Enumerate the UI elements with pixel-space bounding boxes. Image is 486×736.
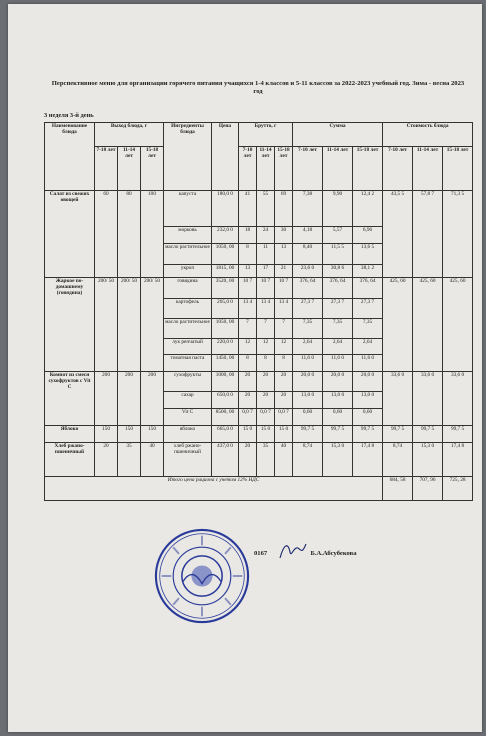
table-cell: 8 bbox=[239, 355, 257, 372]
table-cell: 99,7 5 bbox=[293, 426, 323, 443]
table-cell: 15 0 bbox=[257, 426, 275, 443]
table-cell: 33,6 0 bbox=[383, 372, 413, 426]
table-cell: 232,0 0 bbox=[212, 227, 239, 244]
table-cell: масло растительное bbox=[164, 244, 212, 265]
age-header: 15-18 лет bbox=[353, 147, 383, 191]
table-cell: 10 7 bbox=[275, 278, 293, 299]
table-cell: 99,7 5 bbox=[323, 426, 353, 443]
table-cell: 13 bbox=[275, 244, 293, 265]
table-cell: 180,0 0 bbox=[212, 191, 239, 227]
table-cell: картофель bbox=[164, 299, 212, 319]
table-row bbox=[45, 426, 473, 443]
table-cell: 20 bbox=[257, 392, 275, 409]
table-cell: 17 bbox=[257, 265, 275, 278]
table-cell: 20 bbox=[275, 392, 293, 409]
table-cell: 20,0 0 bbox=[353, 372, 383, 392]
table-cell: сухофрукты bbox=[164, 372, 212, 392]
signer-name: Б.А.Абсубекова bbox=[310, 550, 357, 557]
table-cell: хлеб ржано-пшеничный bbox=[164, 443, 212, 477]
table-cell: 425, 60 bbox=[383, 278, 413, 372]
table-row bbox=[45, 278, 473, 299]
age-header: 11-14 лет bbox=[257, 147, 275, 191]
table-cell: 425, 60 bbox=[413, 278, 443, 372]
table-cell: Жаркое по-домашнему (говядина) bbox=[45, 278, 95, 372]
table-cell: 20 bbox=[257, 372, 275, 392]
table-cell: 376, 64 bbox=[293, 278, 323, 299]
table-cell: сахар bbox=[164, 392, 212, 409]
table-cell: 27,3 7 bbox=[293, 299, 323, 319]
table-cell: 200 bbox=[141, 372, 164, 426]
table-cell: 13 4 bbox=[257, 299, 275, 319]
table-cell: 8 bbox=[239, 244, 257, 265]
table-cell: 20 bbox=[275, 372, 293, 392]
table-cell: 11,6 0 bbox=[353, 355, 383, 372]
table-cell: 0,60 bbox=[353, 409, 383, 426]
table-cell: 220,0 0 bbox=[212, 339, 239, 355]
table-cell: 650,0 0 bbox=[212, 392, 239, 409]
header-dish: Наименование блюда bbox=[45, 123, 95, 191]
table-cell: 13,6 5 bbox=[353, 244, 383, 265]
table-cell: 35 bbox=[118, 443, 141, 477]
table-cell: 200/ 50 bbox=[95, 278, 118, 372]
table-cell: 0,0 7 bbox=[257, 409, 275, 426]
total-row bbox=[45, 477, 473, 501]
table-cell: 15 0 bbox=[275, 426, 293, 443]
table-cell: 12,4 2 bbox=[353, 191, 383, 227]
table-cell: 1050, 00 bbox=[212, 244, 239, 265]
table-cell: 13 4 bbox=[275, 299, 293, 319]
table-cell: 80 bbox=[118, 191, 141, 278]
table-cell: 150 bbox=[118, 426, 141, 443]
table-cell: 15,3 0 bbox=[323, 443, 353, 477]
total-value: 684, 58 bbox=[383, 477, 413, 501]
table-cell: 55 bbox=[257, 191, 275, 227]
menu-title: Перспективное меню для организации горячего питания учащихся 1-4 классов и 5-11 классов за 2022-2023 учебный год. Зима - весна 2023 год bbox=[51, 80, 465, 95]
table-cell: 27,3 7 bbox=[323, 299, 353, 319]
table-cell: 200/ 50 bbox=[118, 278, 141, 372]
table-cell: 23,6 0 bbox=[293, 265, 323, 278]
table-cell: 71,3 5 bbox=[443, 191, 473, 278]
sign-code: 0167 bbox=[254, 550, 268, 557]
header-brutto: Брутто, г bbox=[239, 123, 293, 147]
table-cell: 27,3 7 bbox=[353, 299, 383, 319]
table-cell: 35 bbox=[257, 443, 275, 477]
table-cell: 20 bbox=[239, 372, 257, 392]
table-cell: 376, 64 bbox=[323, 278, 353, 299]
table-cell: 20 bbox=[95, 443, 118, 477]
table-cell: Компот из смеси сухофруктов с Vit C bbox=[45, 372, 95, 426]
table-cell: 43,5 5 bbox=[383, 191, 413, 278]
table-cell: 150 bbox=[141, 426, 164, 443]
table-cell: 69 bbox=[275, 191, 293, 227]
table-cell: Салат из свежих овощей bbox=[45, 191, 95, 278]
table-cell: 205,0 0 bbox=[212, 299, 239, 319]
table-cell: 7,35 bbox=[323, 319, 353, 339]
age-header: 15-18 лет bbox=[443, 147, 473, 191]
table-cell: 0,0 7 bbox=[239, 409, 257, 426]
table-cell: 20 bbox=[239, 443, 257, 477]
table-cell: 8 bbox=[275, 355, 293, 372]
table-cell: 376, 64 bbox=[353, 278, 383, 299]
table-cell: 437,0 0 bbox=[212, 443, 239, 477]
table-cell: 12 bbox=[257, 339, 275, 355]
table-cell: 150 bbox=[95, 426, 118, 443]
age-header: 11-14 лет bbox=[413, 147, 443, 191]
table-cell: 6,96 bbox=[353, 227, 383, 244]
age-header: 11-14 лет bbox=[118, 147, 141, 191]
age-header: 15-18 лет bbox=[141, 147, 164, 191]
header-price: Цена bbox=[212, 123, 239, 191]
table-row bbox=[45, 191, 473, 227]
age-header: 7-10 лет bbox=[383, 147, 413, 191]
age-header: 11-14 лет bbox=[323, 147, 353, 191]
table-cell: 57,8 7 bbox=[413, 191, 443, 278]
table-cell: 60 bbox=[95, 191, 118, 278]
table-cell: 38,1 2 bbox=[353, 265, 383, 278]
table-cell: 200 bbox=[118, 372, 141, 426]
table-cell: 665,0 0 bbox=[212, 426, 239, 443]
age-header: 7-10 лет bbox=[239, 147, 257, 191]
table-cell: 7 bbox=[275, 319, 293, 339]
table-cell: масло растительное bbox=[164, 319, 212, 339]
table-cell: 99,7 5 bbox=[353, 426, 383, 443]
table-cell: 12 bbox=[239, 339, 257, 355]
table-cell: 40 bbox=[275, 443, 293, 477]
table-cell: 100 bbox=[141, 191, 164, 278]
table-cell: 0,0 7 bbox=[275, 409, 293, 426]
header-cost: Стоимость блюда bbox=[383, 123, 473, 147]
table-cell: 41 bbox=[239, 191, 257, 227]
table-cell: 20,0 0 bbox=[323, 372, 353, 392]
table-cell: капуста bbox=[164, 191, 212, 227]
day-label: 3 неделя 3-й день bbox=[44, 112, 94, 119]
table-cell: 30,8 6 bbox=[323, 265, 353, 278]
table-cell: 7 bbox=[257, 319, 275, 339]
table-cell: 11 bbox=[257, 244, 275, 265]
table-cell: 10 7 bbox=[239, 278, 257, 299]
table-cell: 1050, 00 bbox=[212, 319, 239, 339]
age-header: 7-10 лет bbox=[293, 147, 323, 191]
table-cell: 8500, 00 bbox=[212, 409, 239, 426]
document-page bbox=[8, 4, 482, 732]
table-cell: 7,38 bbox=[293, 191, 323, 227]
table-cell: 7 bbox=[239, 319, 257, 339]
total-label: Итого цена рациона с учетом 12% НДС bbox=[45, 477, 383, 501]
table-cell: 2,64 bbox=[353, 339, 383, 355]
table-cell: 18 bbox=[239, 227, 257, 244]
table-cell: 11,5 5 bbox=[323, 244, 353, 265]
table-cell: 1450, 00 bbox=[212, 355, 239, 372]
table-cell: 7,35 bbox=[353, 319, 383, 339]
table-cell: 40 bbox=[141, 443, 164, 477]
table-cell: 8 bbox=[257, 355, 275, 372]
table-cell: 33,6 0 bbox=[413, 372, 443, 426]
table-cell: морковь bbox=[164, 227, 212, 244]
table-cell: 13,0 0 bbox=[353, 392, 383, 409]
table-cell: 11,6 0 bbox=[293, 355, 323, 372]
table-cell: 99,7 5 bbox=[443, 426, 473, 443]
header-yield: Выход блюда, г bbox=[95, 123, 164, 147]
table-cell: Яблоко bbox=[45, 426, 95, 443]
table-cell: 13,0 0 bbox=[323, 392, 353, 409]
table-cell: 5,57 bbox=[323, 227, 353, 244]
table-cell: лук репчатый bbox=[164, 339, 212, 355]
table-cell: 4,18 bbox=[293, 227, 323, 244]
table-cell: 2,64 bbox=[323, 339, 353, 355]
table-cell: 15 0 bbox=[239, 426, 257, 443]
table-cell: яблоко bbox=[164, 426, 212, 443]
table-cell: 13 4 bbox=[239, 299, 257, 319]
header-sum: Сумма bbox=[293, 123, 383, 147]
table-cell: 20,0 0 bbox=[293, 372, 323, 392]
table-cell: 13,0 0 bbox=[293, 392, 323, 409]
table-cell: 24 bbox=[257, 227, 275, 244]
table-cell: 10 7 bbox=[257, 278, 275, 299]
age-header: 15-18 лет bbox=[275, 147, 293, 191]
table-cell: 9,90 bbox=[323, 191, 353, 227]
table-cell: 13 bbox=[239, 265, 257, 278]
table-cell: укроп bbox=[164, 265, 212, 278]
table-cell: томатная паста bbox=[164, 355, 212, 372]
total-value: 725, 28 bbox=[443, 477, 473, 501]
table-cell: 8,74 bbox=[383, 443, 413, 477]
table-cell: 21 bbox=[275, 265, 293, 278]
table-cell: Vit C bbox=[164, 409, 212, 426]
official-stamp bbox=[154, 528, 250, 624]
table-cell: 11,6 0 bbox=[323, 355, 353, 372]
table-cell: 1000, 00 bbox=[212, 372, 239, 392]
table-cell: 20 bbox=[239, 392, 257, 409]
table-cell: 0,60 bbox=[293, 409, 323, 426]
age-header: 7-10 лет bbox=[95, 147, 118, 191]
menu-table-body bbox=[45, 191, 473, 501]
table-row bbox=[45, 372, 473, 392]
total-value: 707, 96 bbox=[413, 477, 443, 501]
table-cell: 99,7 5 bbox=[413, 426, 443, 443]
table-cell: 15,3 0 bbox=[413, 443, 443, 477]
table-cell: 12 bbox=[275, 339, 293, 355]
table-cell: говядина bbox=[164, 278, 212, 299]
table-row bbox=[45, 443, 473, 477]
table-cell: 7,35 bbox=[293, 319, 323, 339]
table-cell: 33,6 0 bbox=[443, 372, 473, 426]
menu-table bbox=[44, 122, 473, 501]
table-cell: 425, 60 bbox=[443, 278, 473, 372]
table-cell: 3520, 00 bbox=[212, 278, 239, 299]
table-cell: 30 bbox=[275, 227, 293, 244]
table-cell: 2,64 bbox=[293, 339, 323, 355]
signature-block bbox=[254, 550, 357, 557]
table-cell: 200/ 50 bbox=[141, 278, 164, 372]
table-cell: 8,40 bbox=[293, 244, 323, 265]
table-cell: 200 bbox=[95, 372, 118, 426]
table-cell: Хлеб ржано-пшеничный bbox=[45, 443, 95, 477]
table-cell: 17,4 8 bbox=[443, 443, 473, 477]
table-cell: 99,7 5 bbox=[383, 426, 413, 443]
table-cell: 8,74 bbox=[293, 443, 323, 477]
table-cell: 17,4 8 bbox=[353, 443, 383, 477]
header-ingredients: Ингредиенты блюда bbox=[164, 123, 212, 191]
table-cell: 0,60 bbox=[323, 409, 353, 426]
table-cell: 1815, 00 bbox=[212, 265, 239, 278]
